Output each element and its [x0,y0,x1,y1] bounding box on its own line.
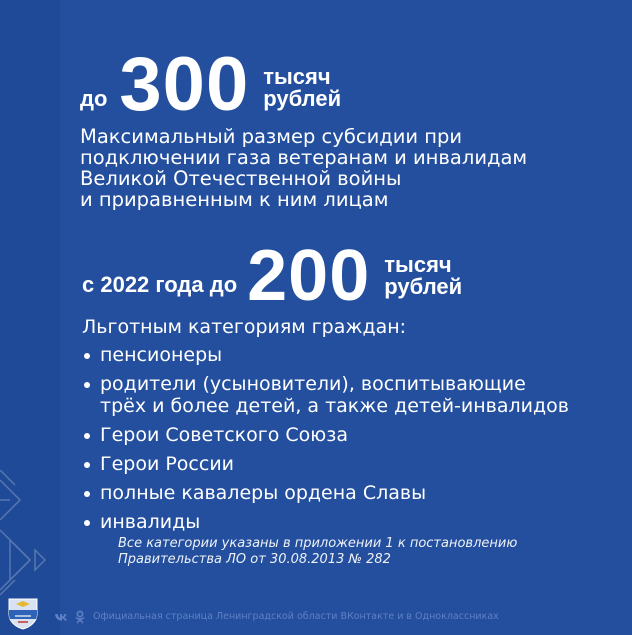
list-item [82,344,622,366]
list-item-text: родители (усыновители), воспитывающие [100,373,526,395]
bullet-dot-icon [84,491,90,497]
categories-list [82,344,622,533]
subsidy-300-description [80,126,620,210]
list-item [82,511,622,533]
subsidy-300-headline [80,42,620,127]
headline-prefix: до [80,86,108,111]
subsidy-300-block [80,42,620,211]
list-item [82,424,622,446]
unit-thousands: тысяч [384,252,452,277]
bullet-dot-icon [84,520,90,526]
bullet-dot-icon [84,462,90,468]
unit-rubles: рублей [263,86,342,111]
amount-number: 300 [119,42,250,127]
categories-intro: Льготным категориям граждан: [82,316,407,338]
list-item-text: инвалиды [100,511,201,533]
bullet-dot-icon [84,353,90,359]
list-item [82,373,622,417]
vk-icon[interactable] [54,610,68,624]
ornament-pattern-icon [0,470,62,600]
amount-unit [263,66,341,118]
amount-number: 200 [247,236,371,316]
odnoklassniki-icon[interactable] [73,610,87,624]
footer [0,596,632,635]
subsidy-200-headline [82,236,622,316]
headline-prefix: с 2022 года до [82,272,238,297]
list-item [82,482,622,504]
list-item-text: Герои Советского Союза [100,424,349,446]
unit-thousands: тысяч [263,64,331,89]
amount-unit [384,254,462,306]
list-item-text: пенсионеры [100,344,223,366]
coat-of-arms-icon[interactable] [6,596,40,630]
list-item-text-continued: трёх и более детей, а также детей-инвалидов [100,395,569,417]
footnote-line: Правительства ЛО от 30.08.2013 № 282 [118,552,391,567]
list-item [82,453,622,475]
footer-caption: Официальная страница Ленинградской области ВКонтакте и в Одноклассниках [93,611,499,622]
description-line: Максимальный размер субсидии при [80,125,463,148]
list-item-text: полные кавалеры ордена Славы [100,482,427,504]
unit-rubles: рублей [384,274,463,299]
bullet-dot-icon [84,433,90,439]
description-line: и приравненным к ним лицам [80,188,389,211]
description-line: Великой Отечественной войны [80,167,402,190]
legal-footnote [82,536,622,568]
subsidy-200-block [82,236,622,568]
footnote-line: Все категории указаны в приложении 1 к постановлению [118,536,518,551]
list-item-text: Герои России [100,453,235,475]
bullet-dot-icon [84,382,90,388]
description-line: подключении газа ветеранам и инвалидам [80,146,528,169]
